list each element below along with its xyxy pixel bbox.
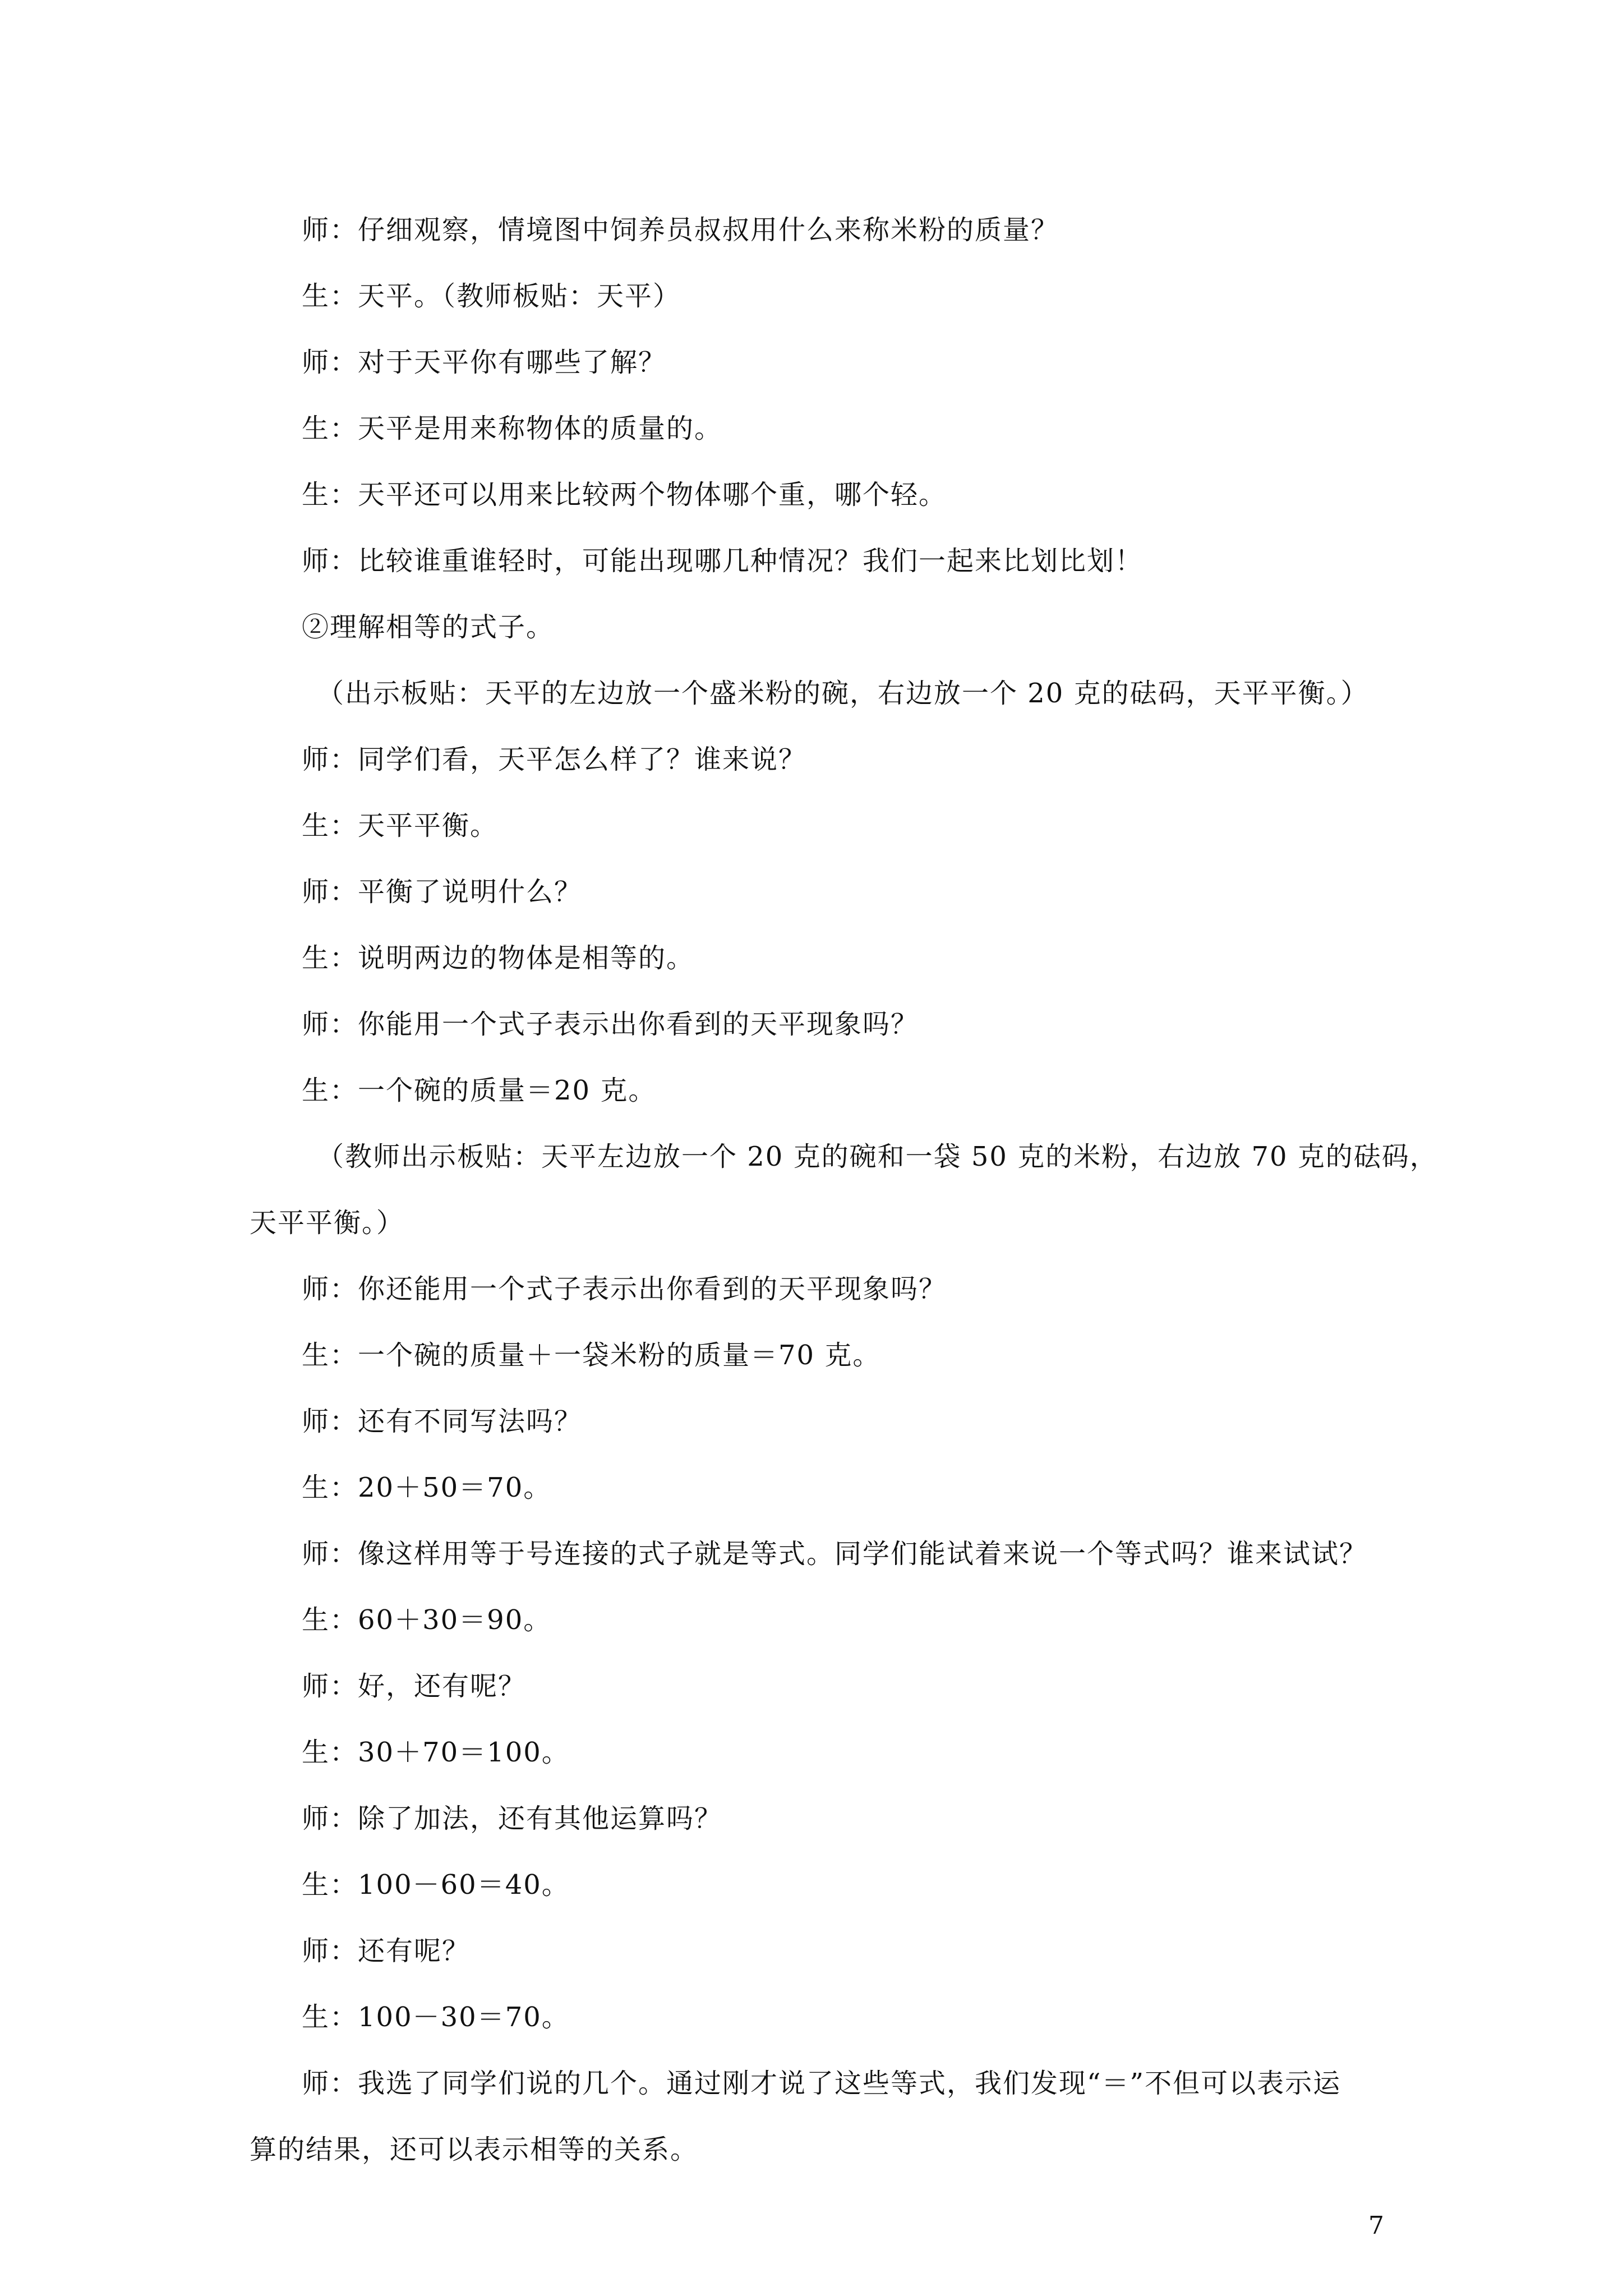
dialogue-line: 生：天平。（教师板贴：天平） bbox=[302, 280, 681, 312]
dialogue-line: 师：你能用一个式子表示出你看到的天平现象吗？ bbox=[302, 1009, 919, 1040]
dialogue-line: 生：天平还可以用来比较两个物体哪个重，哪个轻。 bbox=[302, 479, 947, 510]
dialogue-line: 师：对于天平你有哪些了解？ bbox=[302, 347, 667, 378]
dialogue-line: 师：还有呢？ bbox=[302, 1935, 471, 1967]
page-number: 7 bbox=[1368, 2211, 1384, 2240]
dialogue-line-continued: 算的结果，还可以表示相等的关系。 bbox=[250, 2134, 699, 2165]
dialogue-line: 生：说明两边的物体是相等的。 bbox=[302, 942, 695, 974]
dialogue-line: 生：100－60＝40。 bbox=[302, 1869, 570, 1901]
dialogue-line: 师：像这样用等于号连接的式子就是等式。同学们能试着来说一个等式吗？谁来试试？ bbox=[302, 1538, 1368, 1570]
dialogue-line: 师：仔细观察，情境图中饲养员叔叔用什么来称米粉的质量？ bbox=[302, 214, 1059, 246]
dialogue-line: 师：除了加法，还有其他运算吗？ bbox=[302, 1803, 723, 1834]
dialogue-line: 生：一个碗的质量＝20 克。 bbox=[302, 1075, 657, 1106]
dialogue-line: 生：一个碗的质量＋一袋米粉的质量＝70 克。 bbox=[302, 1340, 881, 1371]
dialogue-line: 生：20＋50＝70。 bbox=[302, 1472, 552, 1503]
dialogue-line: 师：我选了同学们说的几个。通过刚才说了这些等式，我们发现“＝”不但可以表示运 bbox=[302, 2068, 1341, 2099]
stage-direction: （出示板贴：天平的左边放一个盛米粉的碗，右边放一个 20 克的砝码，天平平衡。） bbox=[317, 678, 1369, 709]
section-heading: ②理解相等的式子。 bbox=[302, 611, 555, 643]
stage-direction: （教师出示板贴：天平左边放一个 20 克的碗和一袋 50 克的米粉，右边放 70 克的砝码， bbox=[317, 1141, 1438, 1172]
dialogue-line: 生：天平平衡。 bbox=[302, 810, 499, 841]
dialogue-line: 生：天平是用来称物体的质量的。 bbox=[302, 413, 723, 444]
dialogue-line: 师：你还能用一个式子表示出你看到的天平现象吗？ bbox=[302, 1273, 947, 1305]
dialogue-line: 生：30＋70＝100。 bbox=[302, 1737, 570, 1768]
stage-direction-continued: 天平平衡。） bbox=[250, 1207, 405, 1239]
dialogue-line: 师：平衡了说明什么？ bbox=[302, 876, 583, 908]
dialogue-line: 生：100－30＝70。 bbox=[302, 2001, 570, 2033]
dialogue-line: 师：还有不同写法吗？ bbox=[302, 1406, 583, 1437]
dialogue-line: 生：60＋30＝90。 bbox=[302, 1604, 552, 1636]
dialogue-line: 师：同学们看，天平怎么样了？谁来说？ bbox=[302, 744, 807, 775]
dialogue-line: 师：比较谁重谁轻时，可能出现哪几种情况？我们一起来比划比划！ bbox=[302, 545, 1144, 577]
dialogue-line: 师：好，还有呢？ bbox=[302, 1671, 527, 1702]
